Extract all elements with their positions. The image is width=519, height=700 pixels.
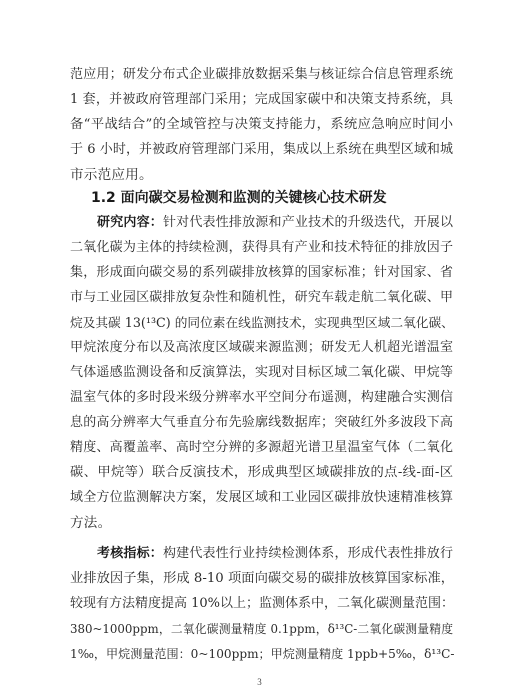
assessment-label: 考核指标：	[97, 546, 163, 561]
research-line: 碳、甲烷等）联合反演技术，形成典型区域碳排放的点-线-面-区	[70, 465, 453, 480]
assessment-first-line	[97, 545, 453, 563]
research-line: 精度、高覆盖率、高时空分辨的多源超光谱卫星温室气体（二氧化	[70, 440, 453, 455]
paragraph-line: 范应用；研发分布式企业碳排放数据采集与核证综合信息管理系统	[70, 67, 453, 82]
assessment-line: 380~1000ppm，二氧化碳测量精度 0.1ppm，δ¹³C-二氧化碳测量精度	[70, 622, 453, 636]
research-line: 息的高分辨率大气垂直分布先验廓线数据库；突破红外多波段下高	[70, 415, 453, 430]
paragraph-line: 市示范应用。	[70, 167, 153, 183]
paragraph-line: 于 6 小时，并被政府管理部门采用，集成以上系统在典型区域和城	[70, 142, 453, 157]
page-number: 3	[257, 677, 262, 687]
research-line: 二氧化碳为主体的持续检测，获得具有产业和技术特征的排放因子	[70, 240, 453, 255]
research-line: 气体遥感监测设备和反演算法，实现对目标区域二氧化碳、甲烷等	[70, 365, 453, 380]
paragraph-line: 1 套，并被政府管理部门采用；完成国家碳中和决策支持系统，具	[70, 92, 453, 107]
research-first-line-text: 针对代表性排放源和产业技术的升级迭代，开展以	[162, 215, 453, 230]
research-line: 甲烷浓度分布以及高浓度区域碳来源监测；研发无人机超光谱温室	[70, 340, 453, 355]
research-line: 烷及其碳 13(¹³C) 的同位素在线监测技术，实现典型区域二氧化碳、	[70, 315, 454, 330]
research-line: 集，形成面向碳交易的系列碳排放核算的国家标准；针对国家、省	[70, 265, 453, 280]
research-line: 域全方位监测解决方案，发展区域和工业园区碳排放快速精准核算	[70, 490, 453, 505]
assessment-line: 1‰，甲烷测量范围：0~100ppm；甲烷测量精度 1ppb+5‰，δ¹³C-	[70, 647, 455, 661]
research-label: 研究内容：	[97, 215, 163, 230]
assessment-line: 较现有方法精度提高 10%以上；监测体系中，二氧化碳测量范围：	[70, 596, 455, 611]
research-line: 方法。	[70, 515, 112, 531]
paragraph-line: 备“平战结合”的全域管控与决策支持能力，系统应急响应时间小	[70, 117, 453, 132]
assessment-line: 业排放因子集，形成 8-10 项面向碳交易的碳排放核算国家标准，	[70, 571, 455, 586]
section-heading: 1.2 面向碳交易检测和监测的关键核心技术研发	[91, 190, 387, 206]
research-first-line	[97, 214, 453, 232]
research-line: 市与工业园区碳排放复杂性和随机性，研究车载走航二氧化碳、甲	[70, 290, 453, 305]
research-line: 温室气体的多时段米级分辨率水平空间分布遥测，构建融合实测信	[70, 390, 453, 405]
assessment-first-line-text: 构建代表性行业持续检测体系，形成代表性排放行	[162, 546, 453, 561]
